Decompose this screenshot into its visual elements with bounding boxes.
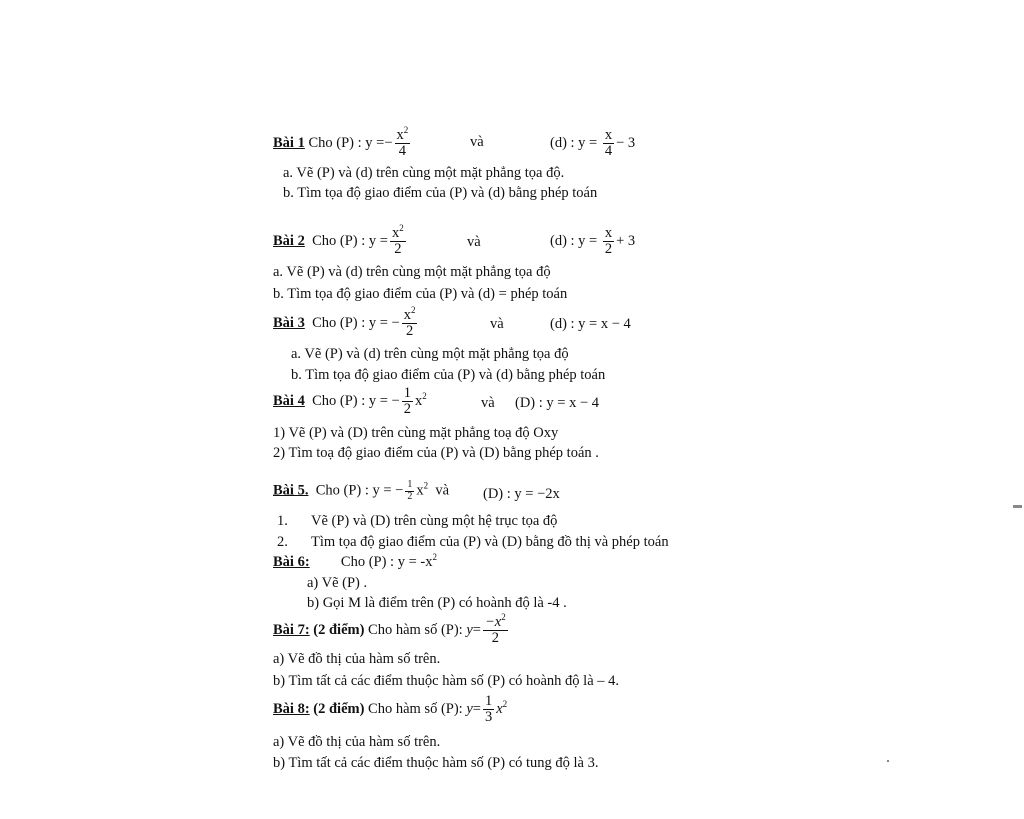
bai4-d-equation: (D) : y = x − 4: [515, 395, 600, 411]
bai1-title: Bài 1: [273, 135, 305, 152]
bai1-p-fraction: $\frac{x^2}{4}$: [396, 125, 409, 160]
bai1-part-b: b. Tìm tọa độ giao điểm của (P) và (d) bằng phép toán: [283, 185, 598, 201]
bai4-part-1: 1) Vẽ (P) và (D) trên cùng mặt phẳng toạ độ Oxy: [273, 425, 559, 441]
bai5-part-1: 1. Vẽ (P) và (D) trên cùng một hệ trục tọa độ: [277, 513, 558, 529]
bai7-part-a: a) Vẽ đồ thị của hàm số trên.: [273, 651, 441, 667]
bai7-part-b: b) Tìm tất cả các điểm thuộc hàm số (P) có hoành độ là – 4.: [273, 673, 620, 689]
bai1-d-equation: (d) : y = $\frac{x}{4}$ − 3: [550, 127, 636, 160]
bai4-part-2: 2) Tìm toạ độ giao điểm của (P) và (D) bằng phép toán .: [273, 445, 599, 461]
scan-mark: [1013, 505, 1022, 508]
bai6-part-b: b) Gọi M là điểm trên (P) có hoành độ là -4 .: [307, 595, 567, 611]
bai3-part-a: a. Vẽ (P) và (d) trên cùng một mặt phẳng tọa độ: [291, 346, 569, 362]
bai3-statement: Bài 3 Cho (P) : y = − $\frac{x^2}{2}$: [273, 305, 416, 340]
scan-dot: [887, 760, 889, 762]
bai1-sign: −: [384, 135, 393, 152]
bai2-statement: Bài 2 Cho (P) : y = $\frac{x^2}{2}$: [273, 223, 404, 258]
bai5-d-equation: (D) : y = −2x: [483, 486, 560, 502]
bai3-and: và: [490, 316, 504, 332]
bai3-part-b: b. Tìm tọa độ giao điểm của (P) và (d) bằng phép toán: [291, 367, 606, 383]
bai4-statement: Bài 4 Cho (P) : y = − $\frac{1}{2}$ $x^2$: [273, 385, 427, 418]
bai8-part-b: b) Tìm tất cả các điểm thuộc hàm số (P) có tung độ là 3.: [273, 755, 599, 771]
bai4-and: và: [481, 395, 495, 411]
bai7-statement: Bài 7: (2 điểm) Cho hàm số (P): y= $\frac{-x^2}{2}$: [273, 612, 506, 647]
bai1-and: và: [470, 134, 484, 150]
bai1-p-prefix: Cho (P) : y =: [308, 135, 385, 152]
bai8-part-a: a) Vẽ đồ thị của hàm số trên.: [273, 734, 441, 750]
bai5-part-2: 2. Tìm tọa độ giao điểm của (P) và (D) bằng đồ thị và phép toán: [277, 534, 669, 550]
bai2-and: và: [467, 234, 481, 250]
bai2-part-b: b. Tìm tọa độ giao điểm của (P) và (d) = phép toán: [273, 286, 568, 302]
bai1-statement: [273, 125, 412, 160]
bai6-statement: Bài 6: Cho (P) : $y = -x^2$: [273, 552, 437, 570]
bai2-d-equation: (d) : y = $\frac{x}{2}$ + 3: [550, 225, 636, 258]
bai1-part-a: a. Vẽ (P) và (d) trên cùng một mặt phẳng tọa độ.: [283, 165, 565, 181]
bai8-statement: Bài 8: (2 điểm) Cho hàm số (P): y= $\frac{1}{3}$ $x^2$: [273, 693, 508, 726]
bai5-statement: Bài 5. Cho (P) : y = − $\frac{1}{2}$ $x^2$ và: [273, 479, 450, 502]
bai2-part-a: a. Vẽ (P) và (d) trên cùng một mặt phẳng tọa độ: [273, 264, 551, 280]
bai6-part-a: a) Vẽ (P) .: [307, 575, 368, 591]
bai3-d-equation: (d) : y = x − 4: [550, 316, 631, 332]
